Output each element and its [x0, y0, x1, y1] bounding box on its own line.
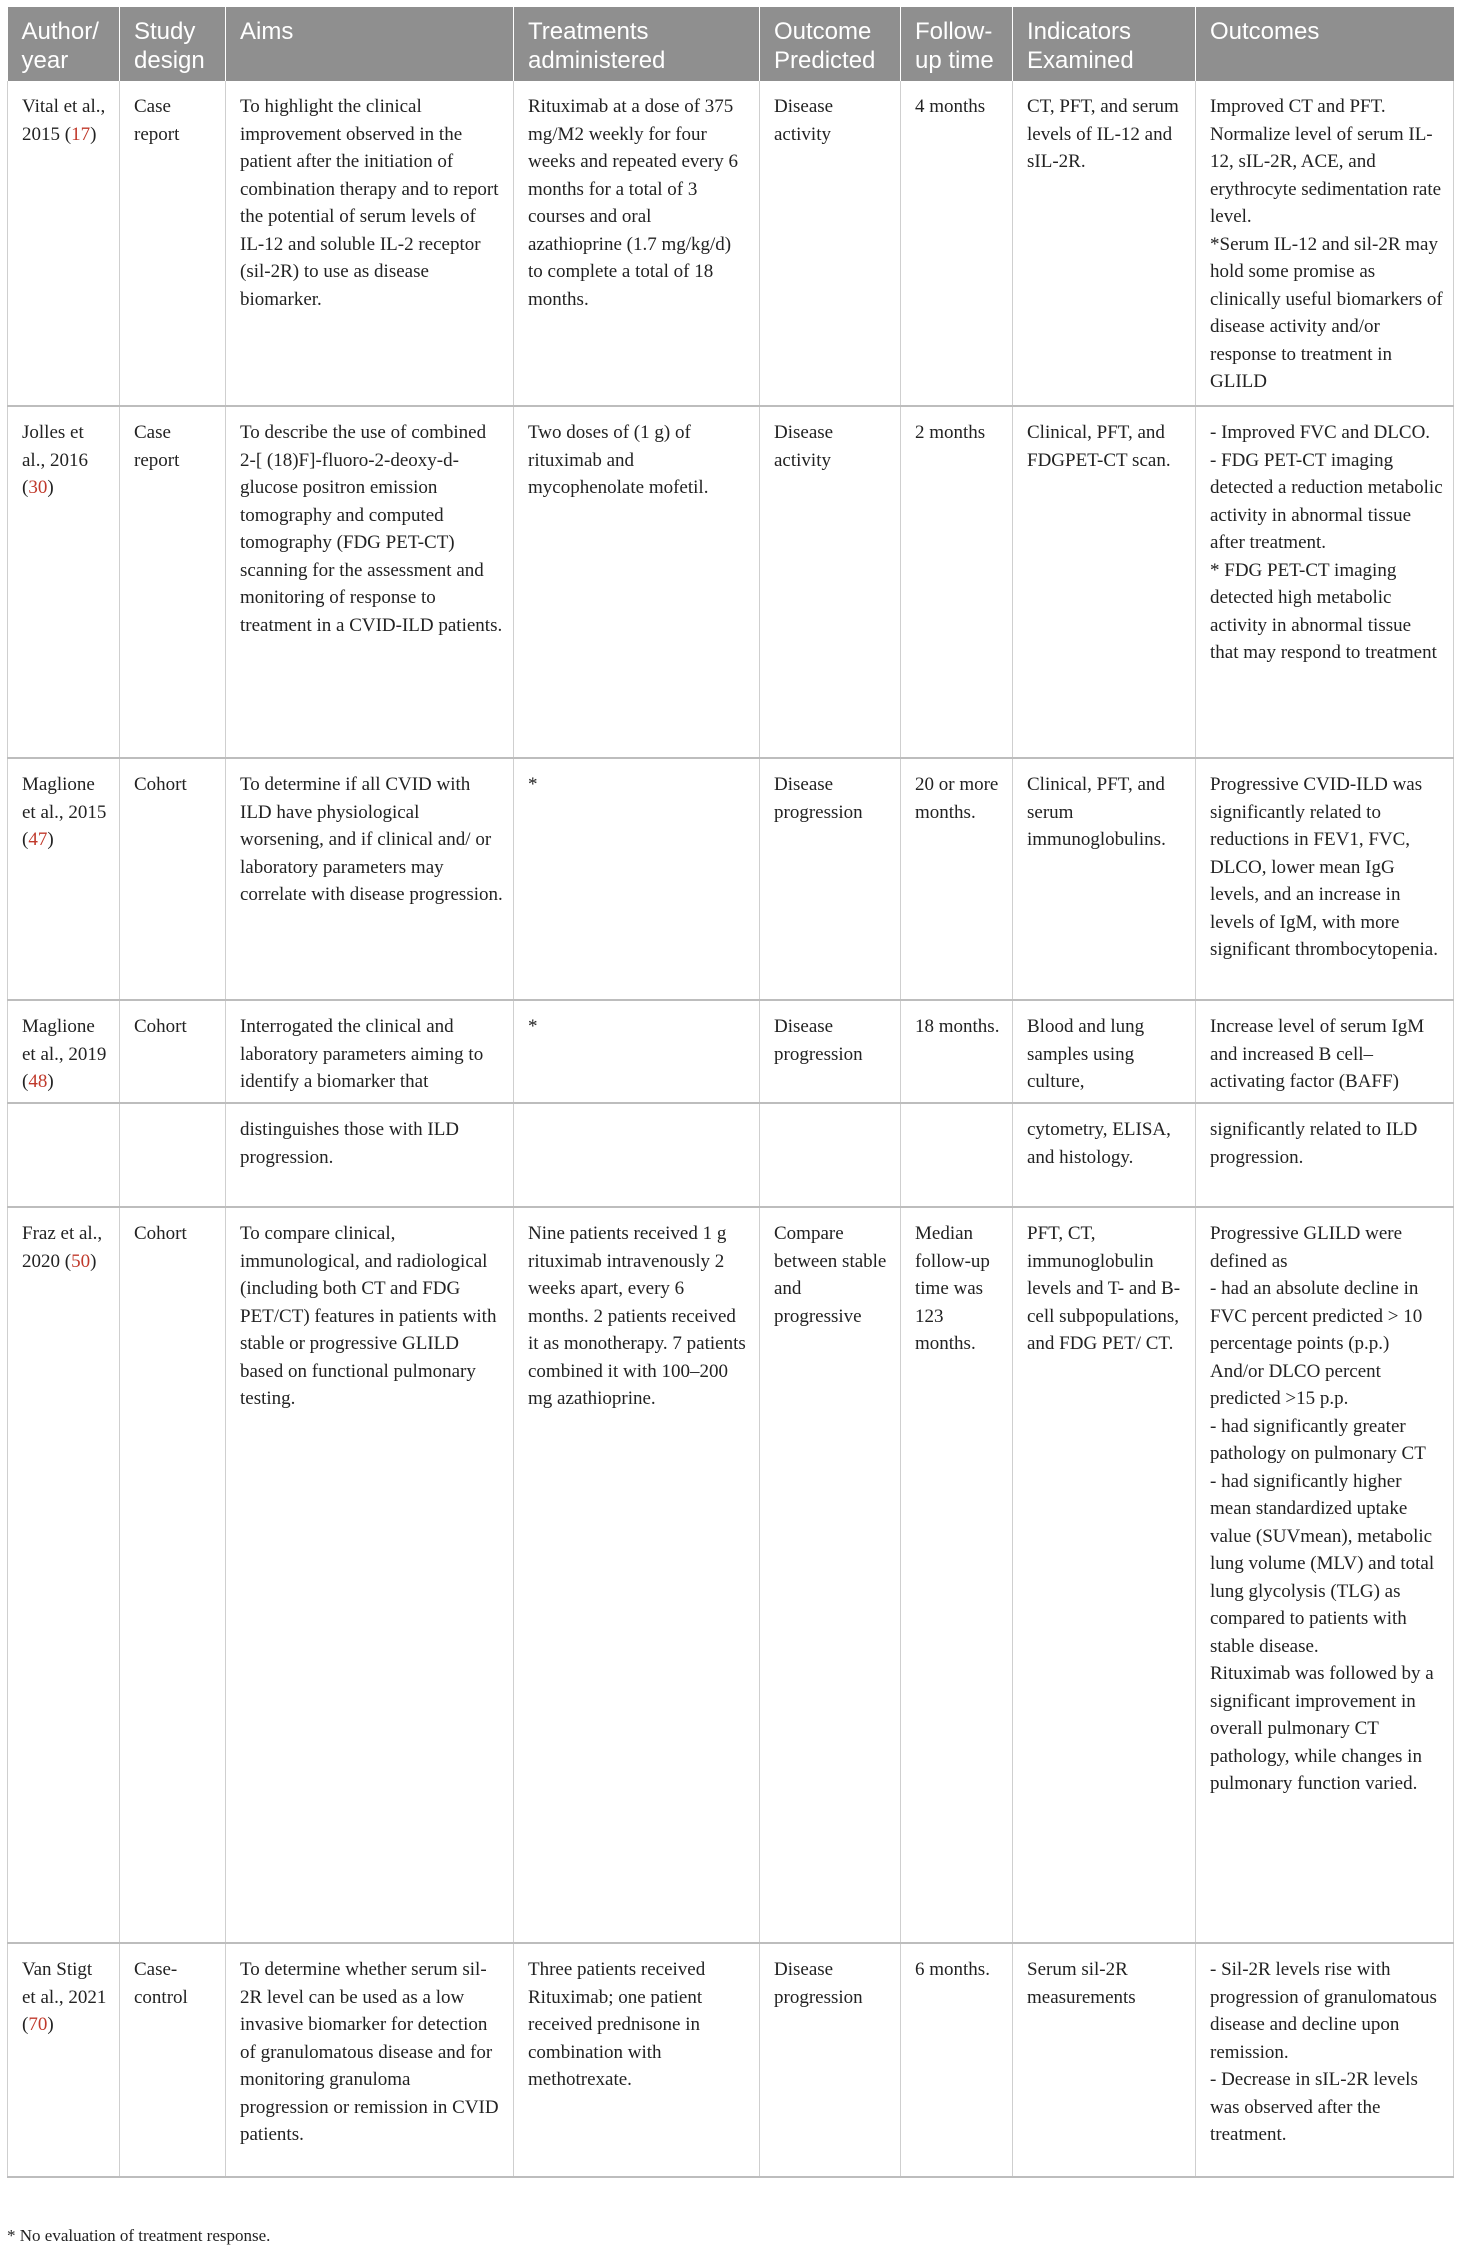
- reference-link[interactable]: 17: [71, 123, 91, 145]
- cell-indicators: Blood and lung samples using culture,: [1013, 1000, 1196, 1103]
- outcome-line: *Serum IL-12 and sil-2R may hold some promise as clinically useful biomarkers of disease activity and/or response to treatment in GLILD: [1210, 233, 1443, 392]
- outcome-line: - Improved FVC and DLCO.: [1210, 422, 1431, 443]
- cell-outcome-predicted: Compare between stable and progressive: [760, 1207, 901, 1943]
- cell-author: Jolles et al., 2016 (30): [8, 406, 120, 758]
- cell-indicators: CT, PFT, and serum levels of IL-12 and sIL-2R.: [1013, 81, 1196, 406]
- cell-aims: Interrogated the clinical and laboratory parameters aiming to identify a biomarker that: [226, 1000, 514, 1103]
- cell-author: Maglione et al., 2015 (47): [8, 758, 120, 1000]
- cell-aims: distinguishes those with ILD progression.: [226, 1103, 514, 1207]
- table-row: [8, 406, 1454, 758]
- cell-design: [120, 1103, 226, 1207]
- cell-followup: 4 months: [901, 81, 1013, 406]
- outcome-line: - FDG PET-CT imaging detected a reduction metabolic activity in abnormal tissue after treatment.: [1210, 449, 1443, 553]
- cell-treatments: Three patients received Rituximab; one patient received prednisone in combination with methotrexate.: [514, 1943, 760, 2177]
- header-outcome-predicted: Outcome Predicted: [760, 7, 901, 81]
- cell-design: Cohort: [120, 758, 226, 1000]
- cell-outcomes: [1196, 1943, 1454, 2177]
- cell-aims: To highlight the clinical improvement observed in the patient after the initiation of combination therapy and to report the potential of serum levels of IL-12 and soluble IL-2 receptor (sil-2R) to use as disease biomarker.: [226, 81, 514, 406]
- outcome-line: - Sil-2R levels rise with progression of granulomatous disease and decline upon remission.: [1210, 1959, 1437, 2063]
- cell-design: Case report: [120, 406, 226, 758]
- reference-link[interactable]: 50: [71, 1250, 91, 1272]
- cell-author: Vital et al., 2015 (17): [8, 81, 120, 406]
- cell-author: Van Stigt et al., 2021 (70): [8, 1943, 120, 2177]
- outcome-line: - Decrease in sIL-2R levels was observed after the treatment.: [1210, 2069, 1418, 2145]
- cell-indicators: Serum sil-2R measurements: [1013, 1943, 1196, 2177]
- cell-design: Cohort: [120, 1000, 226, 1103]
- cell-treatments: [514, 1103, 760, 1207]
- reference-link[interactable]: 48: [28, 1071, 48, 1092]
- cell-outcomes: [1196, 81, 1454, 406]
- outcome-line: Progressive GLILD were defined as: [1210, 1223, 1403, 1272]
- cell-outcomes: [1196, 1207, 1454, 1943]
- table-row: [8, 81, 1454, 406]
- outcome-line: significantly related to ILD progression.: [1210, 1119, 1418, 1168]
- reference-link[interactable]: 47: [28, 829, 48, 850]
- cell-treatments: Two doses of (1 g) of rituximab and mycophenolate mofetil.: [514, 406, 760, 758]
- cell-outcome-predicted: Disease progression: [760, 1943, 901, 2177]
- cell-treatments: Rituximab at a dose of 375 mg/M2 weekly for four weeks and repeated every 6 months for a total of 3 courses and oral azathioprine (1.7 mg/kg/d) to complete a total of 18 months.: [514, 81, 760, 406]
- header-aims: Aims: [226, 7, 514, 81]
- cell-author: Maglione et al., 2019 (48): [8, 1000, 120, 1103]
- cell-outcome-predicted: Disease progression: [760, 1000, 901, 1103]
- header-outcomes: Outcomes: [1196, 7, 1454, 81]
- outcome-line: Improved CT and PFT. Normalize level of serum IL-12, sIL-2R, ACE, and erythrocyte sedimentation rate level.: [1210, 96, 1442, 227]
- cell-aims: To determine if all CVID with ILD have physiological worsening, and if clinical and/ or laboratory parameters may correlate with disease progression.: [226, 758, 514, 1000]
- table-row: [8, 1000, 1454, 1103]
- outcome-line: - had significantly higher mean standardized uptake value (SUVmean), metabolic lung volume (MLV) and total lung glycolysis (TLG) as compared to patients with stable disease.: [1210, 1470, 1435, 1657]
- outcome-line: - had significantly greater pathology on pulmonary CT: [1210, 1415, 1426, 1464]
- cell-outcomes: [1196, 406, 1454, 758]
- cell-outcomes: [1196, 758, 1454, 1000]
- cell-outcomes: [1196, 1000, 1454, 1103]
- outcome-line: Rituximab was followed by a significant improvement in overall pulmonary CT pathology, while changes in pulmonary function varied.: [1210, 1663, 1434, 1794]
- cell-outcome-predicted: [760, 1103, 901, 1207]
- cell-followup: 18 months.: [901, 1000, 1013, 1103]
- cell-followup: 2 months: [901, 406, 1013, 758]
- header-design: Study design: [120, 7, 226, 81]
- cell-followup: 20 or more months.: [901, 758, 1013, 1000]
- cell-indicators: cytometry, ELISA, and histology.: [1013, 1103, 1196, 1207]
- cell-followup: 6 months.: [901, 1943, 1013, 2177]
- cell-author: [8, 1103, 120, 1207]
- header-indicators: Indicators Examined: [1013, 7, 1196, 81]
- cell-design: Case-control: [120, 1943, 226, 2177]
- cell-followup: [901, 1103, 1013, 1207]
- cell-outcome-predicted: Disease progression: [760, 758, 901, 1000]
- table-row: [8, 1943, 1454, 2177]
- cell-author: Fraz et al., 2020 (50): [8, 1207, 120, 1943]
- cell-outcomes: [1196, 1103, 1454, 1207]
- header-author: Author/ year: [8, 7, 120, 81]
- cell-design: Cohort: [120, 1207, 226, 1943]
- table-row: [8, 758, 1454, 1000]
- cell-indicators: Clinical, PFT, and FDGPET-CT scan.: [1013, 406, 1196, 758]
- cell-treatments: Nine patients received 1 g rituximab intravenously 2 weeks apart, every 6 months. 2 patients received it as monotherapy. 7 patients combined it with 100–200 mg azathioprine.: [514, 1207, 760, 1943]
- cell-aims: To determine whether serum sil-2R level can be used as a low invasive biomarker for detection of granulomatous disease and for monitoring granuloma progression or remission in CVID patients.: [226, 1943, 514, 2177]
- header-followup: Follow-up time: [901, 7, 1013, 81]
- cell-aims: To describe the use of combined 2-[ (18)F]-fluoro-2-deoxy-d-glucose positron emission tomography and computed tomography (FDG PET-CT) scanning for the assessment and monitoring of response to treatment in a CVID-ILD patients.: [226, 406, 514, 758]
- studies-table: [7, 7, 1454, 2178]
- cell-indicators: PFT, CT, immunoglobulin levels and T- and B-cell subpopulations, and FDG PET/ CT.: [1013, 1207, 1196, 1943]
- cell-outcome-predicted: Disease activity: [760, 81, 901, 406]
- cell-treatments: *: [514, 1000, 760, 1103]
- cell-design: Case report: [120, 81, 226, 406]
- reference-link[interactable]: 30: [28, 477, 48, 498]
- outcome-line: Progressive CVID-ILD was significantly related to reductions in FEV1, FVC, DLCO, lower mean IgG levels, and an increase in levels of IgM, with more significant thrombocytopenia.: [1210, 774, 1438, 960]
- cell-followup: Median follow-up time was 123 months.: [901, 1207, 1013, 1943]
- cell-aims: To compare clinical, immunological, and radiological (including both CT and FDG PET/CT) features in patients with stable or progressive GLILD based on functional pulmonary testing.: [226, 1207, 514, 1943]
- reference-link[interactable]: 70: [28, 2014, 48, 2035]
- outcome-line: Increase level of serum IgM and increased B cell–activating factor (BAFF): [1210, 1016, 1425, 1092]
- cell-treatments: *: [514, 758, 760, 1000]
- outcome-line: - had an absolute decline in FVC percent predicted > 10 percentage points (p.p.) And/or DLCO percent predicted >15 p.p.: [1210, 1278, 1423, 1409]
- cell-indicators: Clinical, PFT, and serum immunoglobulins.: [1013, 758, 1196, 1000]
- header-treatments: Treatments administered: [514, 7, 760, 81]
- table-row-continuation: [8, 1103, 1454, 1207]
- outcome-line: * FDG PET-CT imaging detected high metabolic activity in abnormal tissue that may respond to treatment: [1210, 559, 1437, 663]
- table-footnote: * No evaluation of treatment response.: [7, 2226, 271, 2245]
- table-header: [8, 7, 1454, 81]
- table-row: [8, 1207, 1454, 1943]
- cell-outcome-predicted: Disease activity: [760, 406, 901, 758]
